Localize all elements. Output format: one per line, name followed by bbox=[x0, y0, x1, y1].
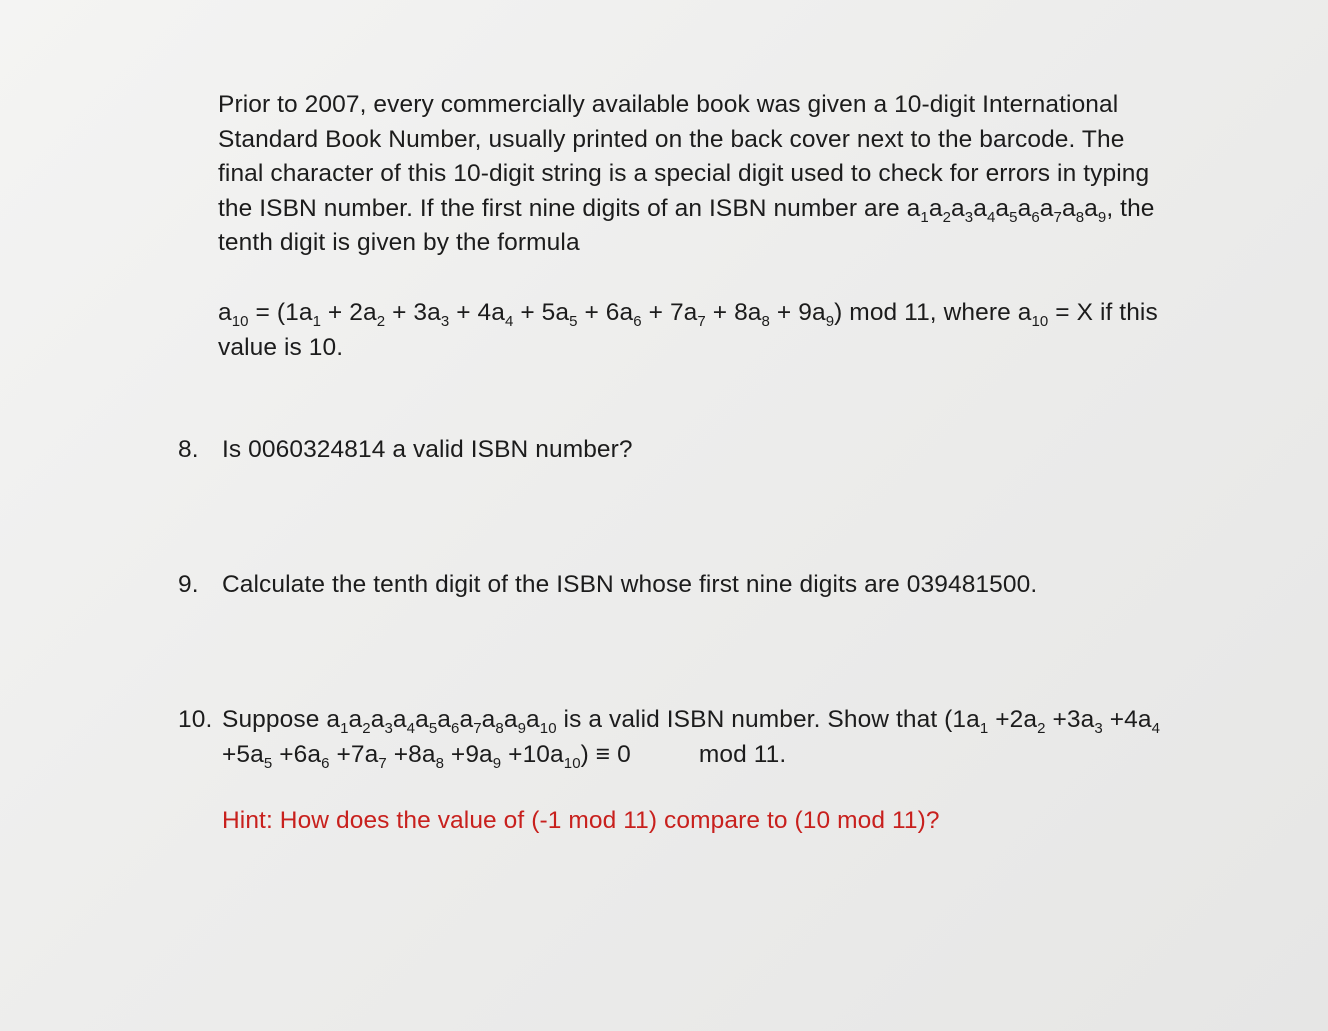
question-9-number: 9. bbox=[178, 571, 199, 598]
question-8-number: 8. bbox=[178, 436, 199, 463]
question-8-text: Is 0060324814 a valid ISBN number? bbox=[222, 436, 633, 463]
question-10-middle: is a valid ISBN number. Show that (1a bbox=[556, 706, 980, 733]
digit-sequence-a1-a10: $a_1a_2a_3a_4a_5a_6a_7a_8a_9a_{10}$ bbox=[326, 706, 557, 737]
formula-line-1: $a_{10} = (1a_1 + 2a_2 + 3a_3 + 4a_4 + 5a_5 + 6a_6 + 7a_7 + 8a_8 + 9a_9)$ mod 11, where $a_{10} = X$ if this bbox=[218, 299, 1158, 330]
intro-line-4-text: the ISBN number. If the first nine digits of an ISBN number are bbox=[218, 194, 907, 222]
question-10-line-2: $+5a_5 +6a_6 +7a_7 +8a_8 +9a_9 +10a_{10}) \equiv 0$ mod 11. bbox=[222, 740, 787, 772]
question-10-mod: mod 11. bbox=[698, 740, 787, 768]
question-8 bbox=[178, 433, 1258, 468]
question-10-number: 10. bbox=[178, 706, 213, 733]
intro-line-3: final character of this 10-digit string is a special digit used to check for errors in typing bbox=[218, 160, 1150, 187]
question-9-text: Calculate the tenth digit of the ISBN whose first nine digits are 039481500. bbox=[222, 571, 1038, 598]
digit-sequence-a1-a9: $a_1a_2a_3a_4a_5a_6a_7a_8a_9$ bbox=[906, 194, 1107, 226]
hint-text: Hint: How does the value of (-1 mod 11) compare to (10 mod 11)? bbox=[222, 807, 940, 834]
question-10-prefix: Suppose bbox=[222, 706, 327, 733]
intro-line-5: tenth digit is given by the formula bbox=[218, 229, 580, 256]
intro-paragraph bbox=[218, 88, 1248, 261]
question-9 bbox=[178, 568, 1258, 603]
intro-line-4 bbox=[218, 192, 1248, 227]
question-10 bbox=[178, 703, 1258, 772]
intro-line-4-end: , the bbox=[1106, 194, 1155, 222]
check-digit-formula bbox=[218, 296, 1248, 365]
formula-line-2: value is 10. bbox=[218, 333, 344, 361]
question-10-line-1: 10. Suppose $a_1a_2a_3a_4a_5a_6a_7a_8a_9a_{10}$ is a valid ISBN number. Show that ($1a_1 +2a_2 +3a_3 +4a_4$ bbox=[178, 703, 1258, 738]
formula-end-text: = X if this bbox=[1048, 299, 1158, 326]
intro-line-1: Prior to 2007, every commercially available book was given a 10-digit International bbox=[218, 91, 1119, 118]
intro-line-2: Standard Book Number, usually printed on the back cover next to the barcode. The bbox=[218, 125, 1125, 153]
formula-mod-text: ) mod 11, where a bbox=[834, 299, 1032, 326]
